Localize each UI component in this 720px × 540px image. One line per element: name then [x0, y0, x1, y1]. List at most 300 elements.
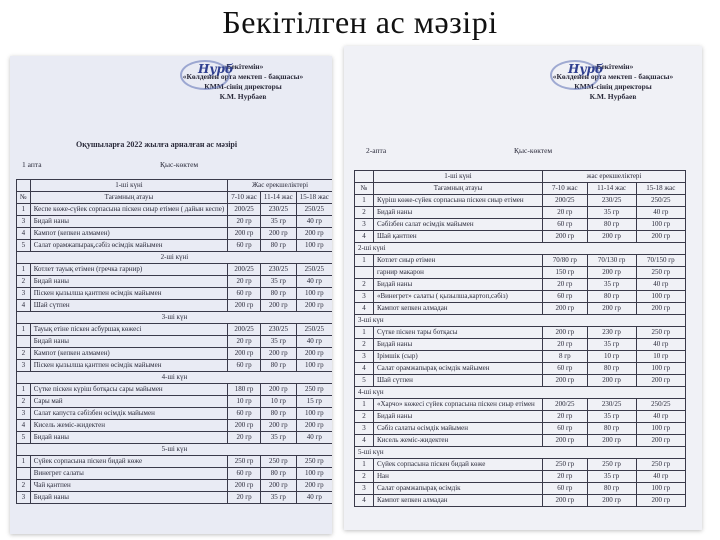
row-number — [17, 468, 31, 480]
day-header-spacer — [17, 180, 31, 192]
row-number: 2 — [355, 207, 374, 219]
portion-15-18: 100 гр — [296, 360, 332, 372]
dish-name: Кеспе көже-сүйек сорпасына піскен сиыр етімен ( дайын кеспе) — [30, 204, 228, 216]
portion-15-18: 100 гр — [296, 468, 332, 480]
dish-name: Бидай наны — [374, 411, 543, 423]
table-row — [355, 375, 686, 387]
day-header: 1-ші күні — [374, 171, 543, 183]
row-number: 2 — [355, 411, 374, 423]
row-number: 4 — [355, 303, 374, 315]
table-row — [355, 471, 686, 483]
portion-7-10: 200/25 — [228, 324, 261, 336]
dish-name: Винегрет салаты — [30, 468, 228, 480]
row-number: 3 — [17, 216, 31, 228]
day-label: 4-ші күн — [17, 372, 333, 384]
portion-7-10: 180 гр — [228, 384, 261, 396]
dish-name: Котлет сиыр етімен — [374, 255, 543, 267]
table-row — [17, 480, 333, 492]
table-row — [17, 324, 333, 336]
row-number: 2 — [17, 480, 31, 492]
portion-7-10: 200 гр — [543, 435, 588, 447]
portion-11-14: 230/25 — [260, 324, 296, 336]
portion-11-14: 230/25 — [260, 204, 296, 216]
portion-15-18: 250 гр — [636, 267, 685, 279]
portion-7-10: 60 гр — [543, 219, 588, 231]
portion-11-14: 250 гр — [587, 459, 636, 471]
row-number: 3 — [355, 351, 374, 363]
portion-15-18: 10 гр — [636, 351, 685, 363]
table-row — [17, 456, 333, 468]
portion-11-14: 200 гр — [260, 300, 296, 312]
approval-line-1: «Бекітемін» — [222, 62, 264, 71]
portion-11-14: 80 гр — [260, 468, 296, 480]
dish-name: Сүйек сорпасына піскен бидай көже — [30, 456, 228, 468]
row-number: 1 — [17, 324, 31, 336]
table-row — [17, 348, 333, 360]
portion-7-10: 150 гр — [543, 267, 588, 279]
approval-line-2: «Көлденен орта мектеп - бақшасы» — [552, 72, 674, 81]
portion-7-10: 200 гр — [543, 327, 588, 339]
dish-name: гарнир макарон — [374, 267, 543, 279]
table-row — [355, 327, 686, 339]
table-row — [17, 468, 333, 480]
table-row — [355, 339, 686, 351]
age-header: жас ерекшеліктері — [543, 171, 686, 183]
table-row — [17, 384, 333, 396]
portion-7-10: 200 гр — [228, 300, 261, 312]
row-number: 2 — [17, 396, 31, 408]
day-row — [17, 372, 333, 384]
dish-name: Ірімшік (сыр) — [374, 351, 543, 363]
portion-11-14: 35 гр — [260, 432, 296, 444]
dish-name: Сәбіз салаты өсімдік майымен — [374, 423, 543, 435]
portion-11-14: 200 гр — [260, 384, 296, 396]
portion-7-10: 70/80 гр — [543, 255, 588, 267]
portion-11-14: 200 гр — [260, 480, 296, 492]
portion-11-14: 10 гр — [587, 351, 636, 363]
age-column-header: 11-14 жас — [260, 192, 296, 204]
dish-name-header: Тағамның атауы — [30, 192, 228, 204]
portion-15-18: 40 гр — [296, 216, 332, 228]
dish-name: Кампот (кепкен алмамен) — [30, 348, 228, 360]
row-number: 5 — [17, 432, 31, 444]
age-column-header: 15-18 жас — [636, 183, 685, 195]
dish-name: Сүйек сорпасына піскен бидай көже — [374, 459, 543, 471]
day-row — [17, 312, 333, 324]
dish-name: «Харчо» көжесі сүйек сорпасына піскен сиыр етімен — [374, 399, 543, 411]
table-row — [17, 228, 333, 240]
portion-11-14: 35 гр — [587, 279, 636, 291]
week-label: 1 апта — [22, 160, 42, 169]
portion-7-10: 20 гр — [228, 336, 261, 348]
portion-11-14: 250 гр — [260, 456, 296, 468]
approval-line-1: «Бекітемін» — [592, 62, 634, 71]
season-label: Қыс-көктем — [160, 160, 199, 169]
row-number: 3 — [17, 288, 31, 300]
day-row — [355, 315, 686, 327]
row-number: 1 — [17, 384, 31, 396]
portion-7-10: 60 гр — [228, 468, 261, 480]
table-row — [17, 264, 333, 276]
table-row — [355, 267, 686, 279]
portion-11-14: 35 гр — [260, 216, 296, 228]
menu-table — [354, 170, 686, 507]
table-row — [355, 435, 686, 447]
portion-15-18: 40 гр — [636, 339, 685, 351]
portion-11-14: 230 гр — [587, 327, 636, 339]
signature: Нурб — [198, 62, 234, 76]
table-row — [355, 219, 686, 231]
portion-15-18: 250/25 — [296, 324, 332, 336]
dish-name: Бидай наны — [30, 276, 228, 288]
row-number — [17, 336, 31, 348]
portion-11-14: 200 гр — [260, 420, 296, 432]
portion-15-18: 40 гр — [296, 492, 332, 504]
table-row — [355, 483, 686, 495]
day-label: 3-ші күн — [17, 312, 333, 324]
dish-name: Бидай наны — [30, 492, 228, 504]
dish-name: Котлет тауық етімен (гречка гарнир) — [30, 264, 228, 276]
portion-7-10: 8 гр — [543, 351, 588, 363]
day-row — [17, 252, 333, 264]
portion-11-14: 200 гр — [587, 303, 636, 315]
portion-7-10: 200 гр — [228, 480, 261, 492]
dish-name: Салат орамжапырақ,сәбіз өсімдік майымен — [30, 240, 228, 252]
portion-7-10: 200 гр — [228, 228, 261, 240]
portion-15-18: 40 гр — [636, 411, 685, 423]
day-row — [355, 387, 686, 399]
day-label: 3-ші күн — [355, 315, 686, 327]
day-label: 2-ші күні — [355, 243, 686, 255]
dish-name: Шай сүтпен — [374, 375, 543, 387]
row-number: 4 — [355, 495, 374, 507]
row-number: 2 — [355, 279, 374, 291]
dish-name: Сүтке піскен күріш ботқасы сары майымен — [30, 384, 228, 396]
portion-11-14: 35 гр — [260, 336, 296, 348]
dish-name: Кампот кепкен алмадан — [374, 495, 543, 507]
approval-line-3: КММ-сінің директоры — [574, 82, 652, 91]
table-row — [355, 363, 686, 375]
portion-11-14: 35 гр — [260, 492, 296, 504]
portion-7-10: 200 гр — [543, 231, 588, 243]
portion-15-18: 250/25 — [296, 204, 332, 216]
table-row — [355, 195, 686, 207]
portion-15-18: 200 гр — [296, 348, 332, 360]
portion-7-10: 200 гр — [228, 348, 261, 360]
portion-15-18: 200 гр — [636, 495, 685, 507]
portion-7-10: 60 гр — [543, 423, 588, 435]
row-number: 3 — [17, 408, 31, 420]
portion-7-10: 60 гр — [228, 408, 261, 420]
portion-11-14: 35 гр — [587, 411, 636, 423]
row-number: 3 — [355, 483, 374, 495]
portion-11-14: 200 гр — [260, 228, 296, 240]
row-number: 5 — [355, 375, 374, 387]
dish-name: Нан — [374, 471, 543, 483]
dish-name: Бидай наны — [374, 339, 543, 351]
table-row — [17, 288, 333, 300]
dish-name: Бидай наны — [374, 207, 543, 219]
row-number: 1 — [17, 456, 31, 468]
portion-7-10: 20 гр — [543, 471, 588, 483]
row-number: 4 — [17, 228, 31, 240]
row-number: 1 — [355, 459, 374, 471]
portion-7-10: 20 гр — [228, 216, 261, 228]
dish-name: Бидай наны — [374, 279, 543, 291]
portion-15-18: 250 гр — [636, 327, 685, 339]
signature: Нурб — [568, 62, 604, 76]
day-row — [17, 444, 333, 456]
portion-15-18: 15 гр — [296, 396, 332, 408]
dish-name: Сәбізбен салат өсімдік майымен — [374, 219, 543, 231]
table-row — [17, 336, 333, 348]
row-number: 4 — [355, 363, 374, 375]
portion-7-10: 60 гр — [228, 288, 261, 300]
number-header: № — [17, 192, 31, 204]
approval-stamp — [538, 62, 688, 102]
portion-11-14: 230/25 — [260, 264, 296, 276]
portion-11-14: 35 гр — [587, 339, 636, 351]
number-header: № — [355, 183, 374, 195]
table-row — [355, 399, 686, 411]
portion-11-14: 35 гр — [587, 207, 636, 219]
row-number: 1 — [355, 195, 374, 207]
day-label: 4-ші күн — [355, 387, 686, 399]
portion-7-10: 200 гр — [543, 495, 588, 507]
portion-11-14: 200 гр — [587, 231, 636, 243]
age-column-header: 7-10 жас — [228, 192, 261, 204]
row-number: 4 — [355, 231, 374, 243]
row-number: 2 — [355, 471, 374, 483]
portion-7-10: 250 гр — [228, 456, 261, 468]
portion-11-14: 80 гр — [260, 408, 296, 420]
portion-15-18: 40 гр — [296, 432, 332, 444]
table-row — [355, 207, 686, 219]
dish-name: Бидай наны — [30, 216, 228, 228]
row-number: 4 — [355, 435, 374, 447]
portion-15-18: 200 гр — [296, 480, 332, 492]
age-column-header: 7-10 жас — [543, 183, 588, 195]
row-number — [355, 267, 374, 279]
portion-7-10: 60 гр — [228, 360, 261, 372]
table-row — [17, 408, 333, 420]
portion-11-14: 80 гр — [587, 483, 636, 495]
portion-15-18: 250/25 — [636, 195, 685, 207]
row-number: 2 — [355, 339, 374, 351]
portion-15-18: 40 гр — [636, 207, 685, 219]
portion-7-10: 200 гр — [543, 375, 588, 387]
table-row — [17, 432, 333, 444]
portion-7-10: 60 гр — [228, 240, 261, 252]
header-row — [17, 192, 333, 204]
portion-11-14: 80 гр — [587, 219, 636, 231]
dish-name: Кампот кепкен алмадан — [374, 303, 543, 315]
day-header-spacer — [355, 171, 374, 183]
dish-name: Піскен қызылша қантпен өсімдік майымен — [30, 288, 228, 300]
table-row — [17, 216, 333, 228]
portion-11-14: 230/25 — [587, 399, 636, 411]
row-number: 4 — [17, 300, 31, 312]
dish-name: Тауық етіне піскен асбуршақ көжесі — [30, 324, 228, 336]
age-column-header: 15-18 жас — [296, 192, 332, 204]
table-row — [355, 459, 686, 471]
portion-15-18: 250/25 — [296, 264, 332, 276]
portion-15-18: 100 гр — [296, 288, 332, 300]
portion-15-18: 100 гр — [636, 291, 685, 303]
document-title: Оқушыларға 2022 жылға арналған ас мәзірі — [76, 140, 238, 149]
table-row — [355, 495, 686, 507]
portion-15-18: 100 гр — [636, 219, 685, 231]
portion-7-10: 10 гр — [228, 396, 261, 408]
menu-photo-week-1 — [10, 56, 332, 534]
dish-name: Бидай наны — [30, 336, 228, 348]
table-row — [17, 240, 333, 252]
approval-line-3: КММ-сінің директоры — [204, 82, 282, 91]
dish-name: Кисель жеміс-жидектен — [30, 420, 228, 432]
age-column-header: 11-14 жас — [587, 183, 636, 195]
portion-11-14: 200 гр — [587, 375, 636, 387]
season-label: Қыс-көктем — [514, 146, 553, 155]
portion-15-18: 100 гр — [296, 408, 332, 420]
dish-name: Салат орамжапырақ өсімдік — [374, 483, 543, 495]
table-row — [17, 276, 333, 288]
portion-7-10: 20 гр — [228, 276, 261, 288]
row-number: 1 — [17, 204, 31, 216]
dish-name: Кисель жеміс-жидектен — [374, 435, 543, 447]
table-row — [355, 279, 686, 291]
portion-11-14: 80 гр — [587, 363, 636, 375]
table-row — [355, 291, 686, 303]
portion-11-14: 200 гр — [587, 435, 636, 447]
portion-15-18: 70/150 гр — [636, 255, 685, 267]
table-row — [355, 303, 686, 315]
portion-11-14: 80 гр — [260, 240, 296, 252]
portion-7-10: 60 гр — [543, 483, 588, 495]
menu-photo-week-2 — [344, 46, 702, 530]
row-number: 1 — [355, 399, 374, 411]
portion-15-18: 200 гр — [636, 435, 685, 447]
portion-7-10: 20 гр — [228, 492, 261, 504]
dish-name: «Винегрет» салаты ( қызылша,картоп,сәбіз) — [374, 291, 543, 303]
portion-7-10: 60 гр — [543, 291, 588, 303]
dish-name: Шай қантпен — [374, 231, 543, 243]
portion-7-10: 200/25 — [228, 264, 261, 276]
portion-15-18: 200 гр — [636, 303, 685, 315]
portion-11-14: 200 гр — [587, 267, 636, 279]
day-label: 5-ші күн — [17, 444, 333, 456]
dish-name: Күріш көже-сүйек сорпасына піскен сиыр етімен — [374, 195, 543, 207]
portion-15-18: 200 гр — [636, 375, 685, 387]
dish-name: Шай сүтпен — [30, 300, 228, 312]
row-number: 3 — [17, 360, 31, 372]
portion-15-18: 250/25 — [636, 399, 685, 411]
dish-name: Піскен қызылша қантпен өсімдік майымен — [30, 360, 228, 372]
portion-7-10: 200 гр — [228, 420, 261, 432]
table-row — [17, 396, 333, 408]
portion-11-14: 80 гр — [260, 288, 296, 300]
table-row — [355, 351, 686, 363]
row-number: 3 — [17, 492, 31, 504]
portion-7-10: 250 гр — [543, 459, 588, 471]
portion-7-10: 200 гр — [543, 303, 588, 315]
portion-7-10: 20 гр — [228, 432, 261, 444]
table-row — [17, 204, 333, 216]
portion-11-14: 70/130 гр — [587, 255, 636, 267]
portion-7-10: 200/25 — [543, 399, 588, 411]
header-row — [355, 183, 686, 195]
table-row — [355, 231, 686, 243]
portion-11-14: 80 гр — [260, 360, 296, 372]
row-number: 1 — [17, 264, 31, 276]
row-number: 3 — [355, 291, 374, 303]
portion-15-18: 250 гр — [296, 384, 332, 396]
portion-11-14: 230/25 — [587, 195, 636, 207]
age-header: Жас ерекшеліктері — [228, 180, 332, 192]
portion-7-10: 20 гр — [543, 279, 588, 291]
portion-11-14: 80 гр — [587, 423, 636, 435]
day-row — [355, 243, 686, 255]
row-number: 2 — [17, 276, 31, 288]
portion-11-14: 200 гр — [587, 495, 636, 507]
slide-title: Бекітілген ас мәзірі — [222, 4, 498, 40]
dish-name: Сүтке піскен тары ботқасы — [374, 327, 543, 339]
table-row — [17, 420, 333, 432]
portion-15-18: 250 гр — [296, 456, 332, 468]
portion-7-10: 20 гр — [543, 207, 588, 219]
table-row — [17, 492, 333, 504]
portion-15-18: 40 гр — [636, 471, 685, 483]
portion-15-18: 100 гр — [636, 363, 685, 375]
table-row — [355, 423, 686, 435]
row-number: 1 — [355, 255, 374, 267]
portion-11-14: 200 гр — [260, 348, 296, 360]
table-row — [355, 411, 686, 423]
portion-15-18: 100 гр — [636, 423, 685, 435]
row-number: 3 — [355, 219, 374, 231]
day-label: 2-ші күні — [17, 252, 333, 264]
table-row — [17, 300, 333, 312]
portion-15-18: 100 гр — [296, 240, 332, 252]
row-number: 2 — [17, 348, 31, 360]
table-row — [17, 360, 333, 372]
portion-15-18: 200 гр — [296, 300, 332, 312]
portion-7-10: 200/25 — [543, 195, 588, 207]
row-number: 5 — [17, 240, 31, 252]
dish-name-header: Тағамның атауы — [374, 183, 543, 195]
day-header: 1-ші күні — [30, 180, 228, 192]
portion-15-18: 250 гр — [636, 459, 685, 471]
dish-name: Салат капуста сәбізбен өсімдік майымен — [30, 408, 228, 420]
portion-7-10: 20 гр — [543, 339, 588, 351]
row-number: 4 — [17, 420, 31, 432]
approval-stamp — [168, 62, 318, 102]
table-row — [355, 255, 686, 267]
portion-15-18: 40 гр — [296, 336, 332, 348]
week-label: 2-апта — [366, 146, 387, 155]
portion-15-18: 200 гр — [296, 420, 332, 432]
dish-name: Кампот (кепкен алмамен) — [30, 228, 228, 240]
dish-name: Чай қантпен — [30, 480, 228, 492]
approval-line-4: К.М. Нурбаев — [589, 92, 637, 101]
dish-name: Салат орамжапырақ өсімдік майымен — [374, 363, 543, 375]
day-label: 5-ші күн — [355, 447, 686, 459]
header-row — [17, 180, 333, 192]
portion-15-18: 40 гр — [296, 276, 332, 288]
portion-7-10: 20 гр — [543, 411, 588, 423]
approval-line-2: «Көлденен орта мектеп - бақшасы» — [182, 72, 304, 81]
portion-7-10: 200/25 — [228, 204, 261, 216]
approval-line-4: К.М. Нурбаев — [219, 92, 267, 101]
